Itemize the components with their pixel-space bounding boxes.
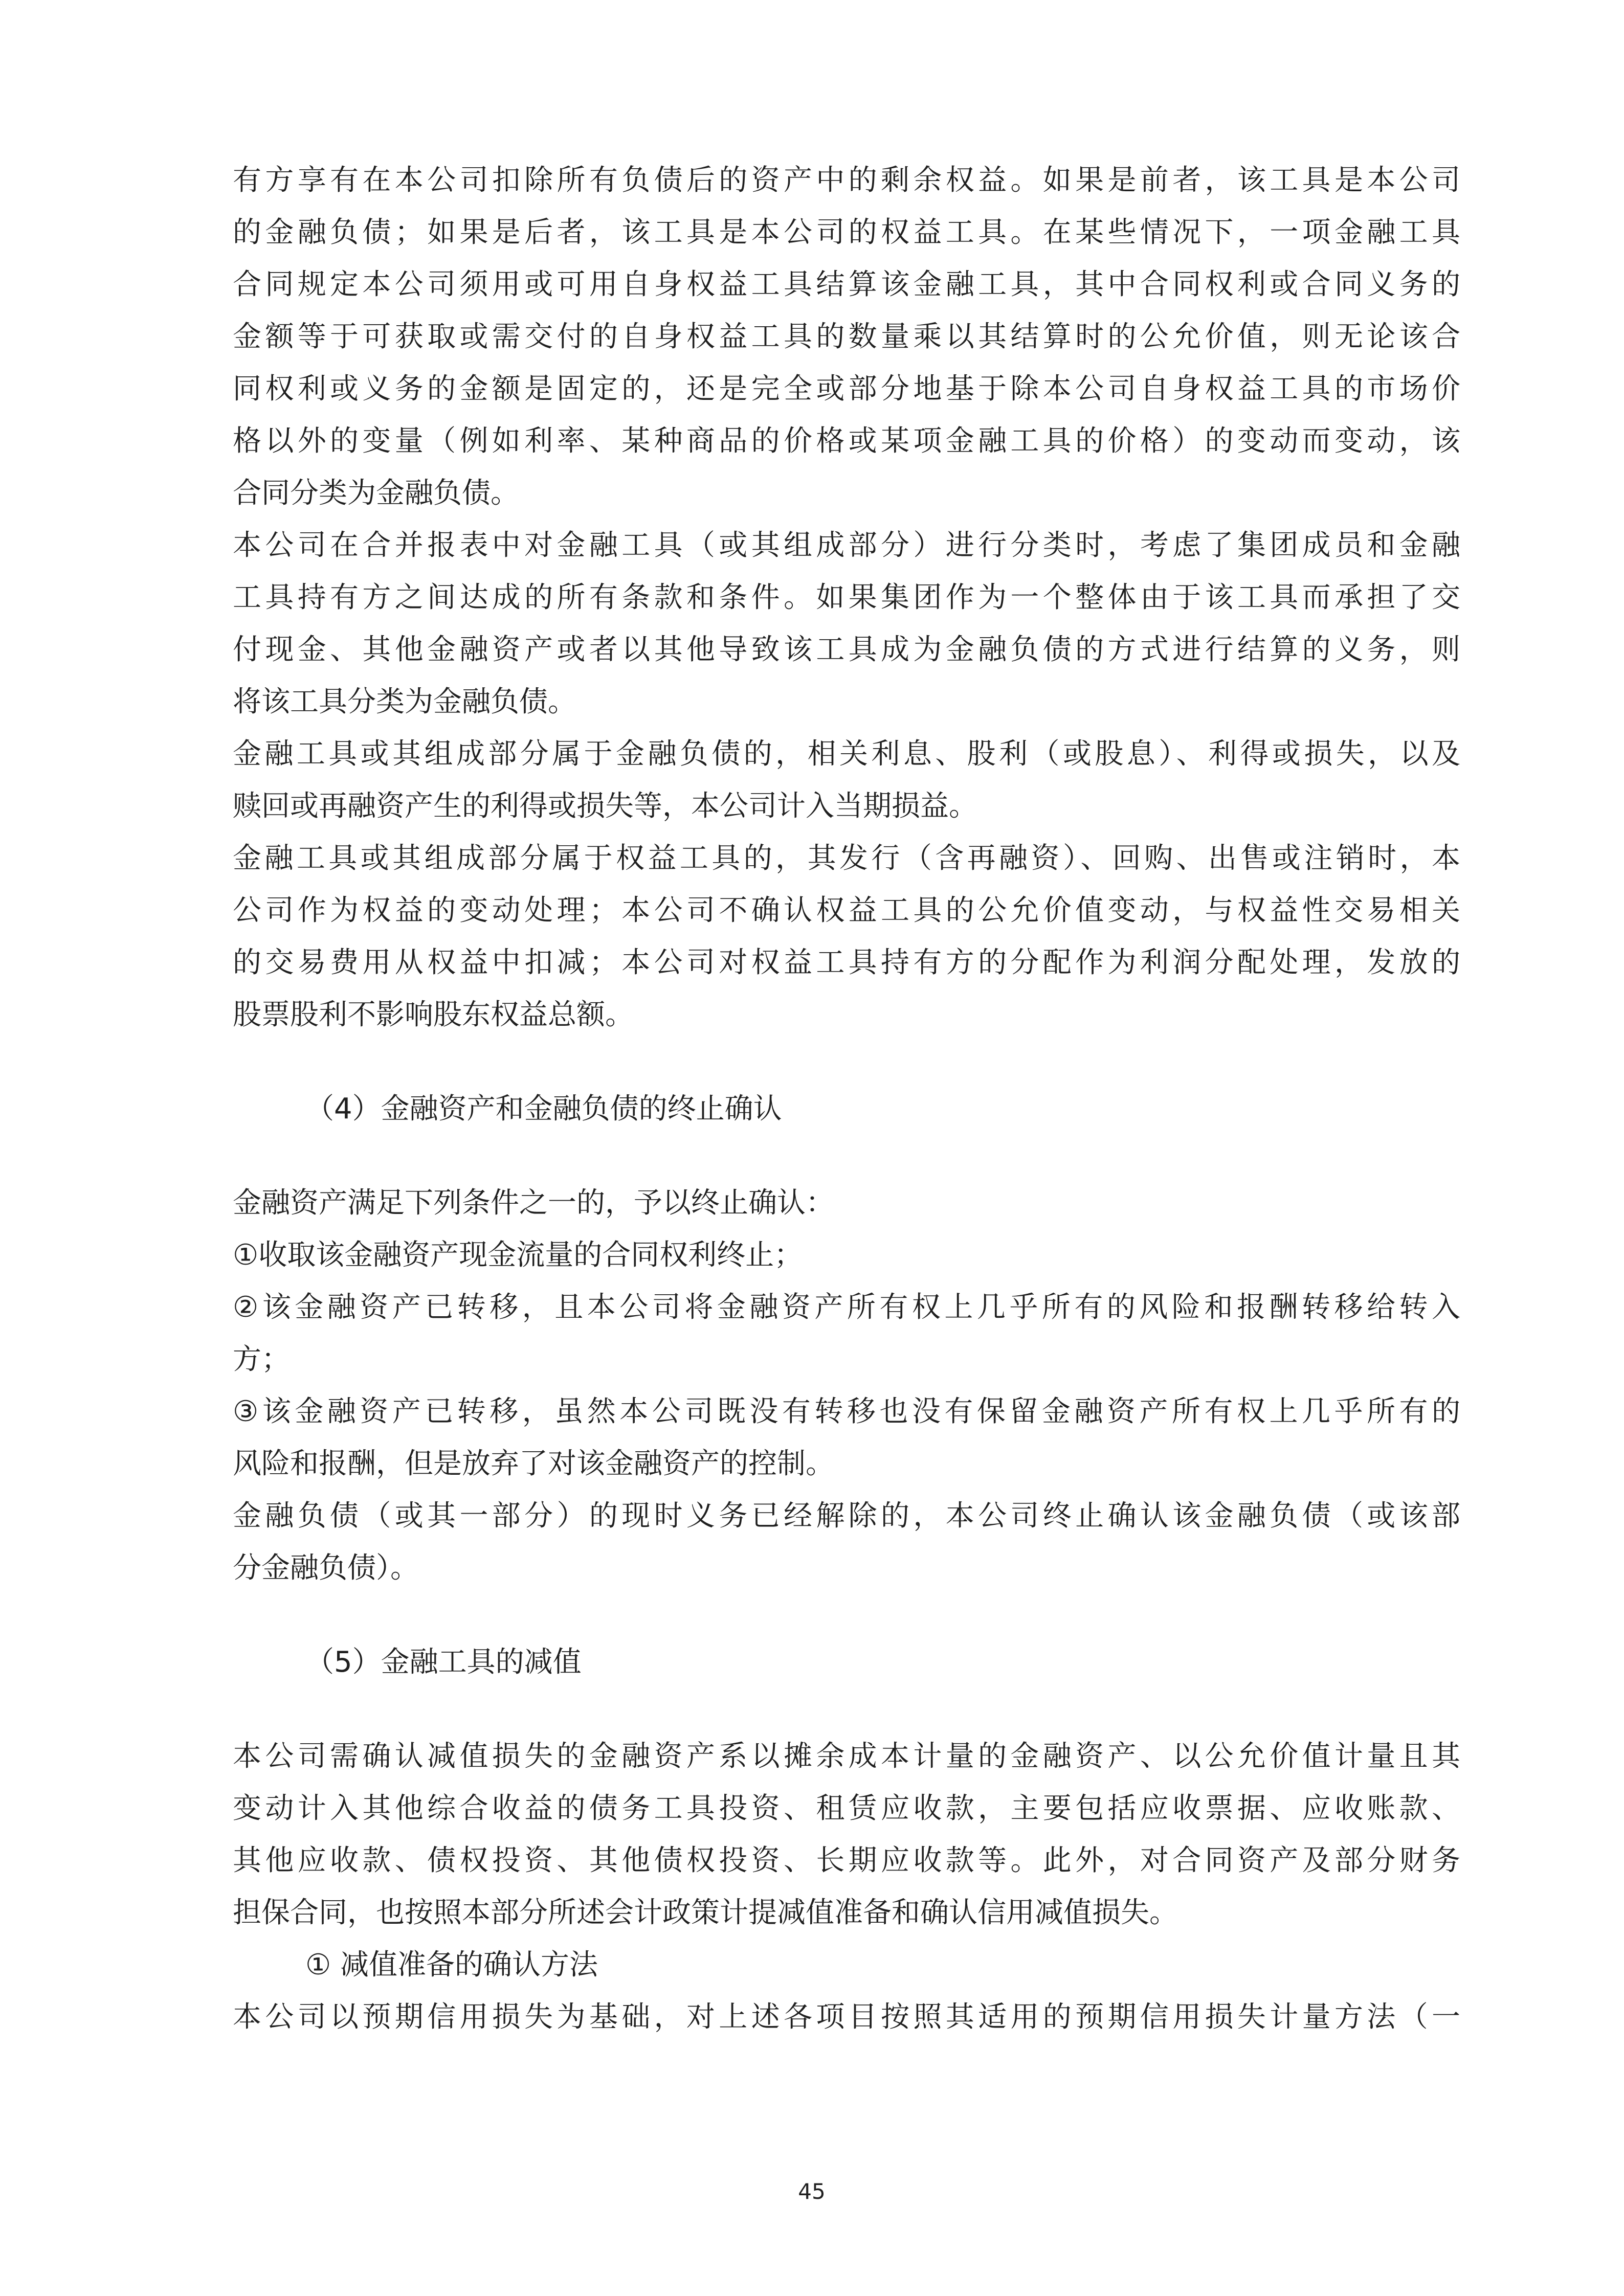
- paragraph-line: 变动计入其他综合收益的债务工具投资、租赁应收款，主要包括应收票据、应收账款、: [233, 1792, 1460, 1825]
- paragraph-line: 金融工具或其组成部分属于权益工具的，其发行（含再融资）、回购、出售或注销时，本: [233, 842, 1460, 875]
- paragraph-line: 同权利或义务的金额是固定的，还是完全或部分地基于除本公司自身权益工具的市场价: [233, 372, 1460, 406]
- section-heading: （4）金融资产和金融负债的终止确认: [305, 1092, 782, 1126]
- paragraph-line: 的交易费用从权益中扣减；本公司对权益工具持有方的分配作为利润分配处理，发放的: [233, 946, 1460, 979]
- paragraph-line: 金额等于可获取或需交付的自身权益工具的数量乘以其结算时的公允价值，则无论该合: [233, 320, 1460, 353]
- paragraph-line: 格以外的变量（例如利率、某种商品的价格或某项金融工具的价格）的变动而变动，该: [233, 424, 1460, 458]
- paragraph-line: 分金融负债）。: [233, 1551, 419, 1585]
- paragraph-line: 本公司需确认减值损失的金融资产系以摊余成本计量的金融资产、以公允价值计量且其: [233, 1740, 1460, 1773]
- page-number: 45: [798, 2179, 826, 2204]
- paragraph-line: 赎回或再融资产生的利得或损失等，本公司计入当期损益。: [233, 790, 977, 823]
- list-item: ①收取该金融资产现金流量的合同权利终止；: [233, 1239, 803, 1272]
- paragraph-line: 本公司以预期信用损失为基础，对上述各项目按照其适用的预期信用损失计量方法（一: [233, 2000, 1460, 2034]
- paragraph-line: 金融资产满足下列条件之一的，予以终止确认：: [233, 1186, 834, 1220]
- paragraph-line: 公司作为权益的变动处理；本公司不确认权益工具的公允价值变动，与权益性交易相关: [233, 894, 1460, 927]
- list-item-continuation: 风险和报酬，但是放弃了对该金融资产的控制。: [233, 1447, 834, 1480]
- paragraph-line: 股票股利不影响股东权益总额。: [233, 998, 634, 1031]
- list-item: ②该金融资产已转移，且本公司将金融资产所有权上几乎所有的风险和报酬转移给转入: [233, 1291, 1460, 1324]
- paragraph-line: 合同规定本公司须用或可用自身权益工具结算该金融工具，其中合同权利或合同义务的: [233, 268, 1460, 301]
- paragraph-line: 付现金、其他金融资产或者以其他导致该工具成为金融负债的方式进行结算的义务，则: [233, 633, 1460, 666]
- list-item-continuation: 方；: [233, 1343, 290, 1376]
- list-item: ③该金融资产已转移，虽然本公司既没有转移也没有保留金融资产所有权上几乎所有的: [233, 1395, 1460, 1428]
- paragraph-line: 的金融负债；如果是后者，该工具是本公司的权益工具。在某些情况下，一项金融工具: [233, 216, 1460, 249]
- paragraph-line: 金融工具或其组成部分属于金融负债的，相关利息、股利（或股息）、利得或损失，以及: [233, 737, 1460, 771]
- paragraph-line: 金融负债（或其一部分）的现时义务已经解除的，本公司终止确认该金融负债（或该部: [233, 1499, 1460, 1533]
- paragraph-line: 将该工具分类为金融负债。: [233, 685, 576, 718]
- paragraph-line: 工具持有方之间达成的所有条款和条件。如果集团作为一个整体由于该工具而承担了交: [233, 581, 1460, 614]
- paragraph-line: 合同分类为金融负债。: [233, 477, 519, 510]
- subsection-heading: ① 减值准备的确认方法: [305, 1948, 598, 1982]
- section-heading: （5）金融工具的减值: [305, 1646, 582, 1679]
- paragraph-line: 担保合同，也按照本部分所述会计政策计提减值准备和确认信用减值损失。: [233, 1896, 1178, 1929]
- paragraph-line: 有方享有在本公司扣除所有负债后的资产中的剩余权益。如果是前者，该工具是本公司: [233, 164, 1460, 197]
- paragraph-line: 其他应收款、债权投资、其他债权投资、长期应收款等。此外，对合同资产及部分财务: [233, 1844, 1460, 1877]
- paragraph-line: 本公司在合并报表中对金融工具（或其组成部分）进行分类时，考虑了集团成员和金融: [233, 529, 1460, 562]
